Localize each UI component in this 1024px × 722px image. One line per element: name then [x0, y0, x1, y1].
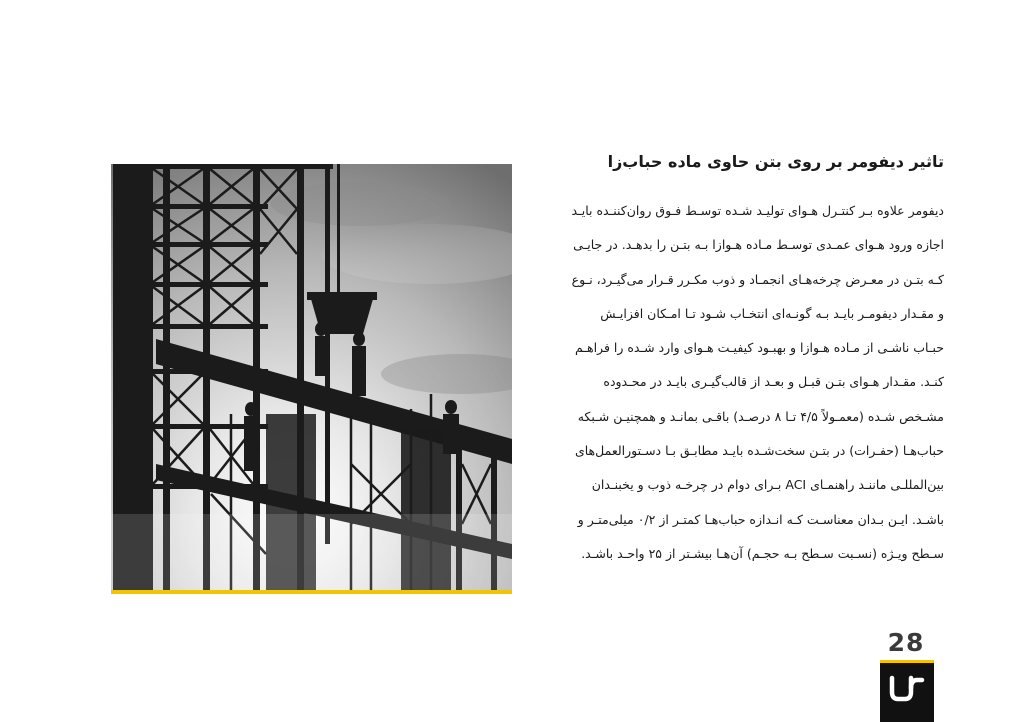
article-body — [528, 194, 944, 571]
paragraph-line: بین‌المللـی ماننـد راهنمـای ACI بـرای دوام در چرخـه ذوب و یخبنـدان — [591, 477, 944, 493]
paragraph-line: حباب‌هـا (حفـرات) در بتـن سخت‌شـده بایـد مطابـق بـا دسـتورالعمل‌های — [574, 443, 944, 459]
scaffolding-silhouette-image — [111, 164, 512, 591]
brand-logo-icon — [889, 674, 925, 704]
paragraph-line: دیفومر علاوه بـر کنتـرل هـوای تولیـد شـده توسـط فـوق روان‌کننـده بایـد — [571, 203, 944, 218]
article-title: تاثیر دیفومر بر روی بتن حاوی ماده حباب‌زا — [607, 152, 944, 171]
paragraph-line: مشـخص شـده (معمـولاً ۴/۵ تـا ۸ درصـد) باقـی بمانـد و همچنیـن شـبکه — [577, 408, 944, 424]
article — [528, 148, 944, 571]
paragraph-line: کـه بتـن در معـرض چرخه‌هـای انجمـاد و ذوب مکـرر قـرار می‌گیـرد، نـوع — [571, 271, 944, 287]
construction-photo — [111, 164, 512, 591]
brand-tab — [880, 660, 934, 722]
paragraph-line: سـطح ویـژه (نسـبت سـطح بـه حجـم) آن‌هـا بیشـتر از ۲۵ واحـد باشـد. — [581, 545, 944, 561]
paragraph-line: باشـد. ایـن بـدان معناسـت کـه انـدازه حباب‌هـا کمتـر از ۰/۲ میلی‌متـر و — [577, 511, 944, 527]
paragraph-line: اجازه ورود هـوای عمـدی توسـط مـاده هـوازا بـه بتـن را بدهـد. در جایـی — [573, 237, 944, 253]
paragraph-line: حبـاب ناشـی از مـاده هـوازا و بهبـود کیفیـت هـوای وارد شـده را فراهـم — [575, 340, 944, 356]
brand-tab-accent — [880, 660, 934, 663]
paragraph-line: کنـد. مقـدار هـوای بتـن قبـل و بعـد از قالب‌گیـری بایـد در محـدوده — [603, 374, 944, 390]
page-number: 28 — [887, 628, 925, 657]
photo-accent-bar — [111, 590, 512, 594]
paragraph-line: و مقـدار دیفومـر بایـد بـه گونـه‌ای انتخـاب شـود تـا امـکان افزایـش — [600, 305, 944, 321]
